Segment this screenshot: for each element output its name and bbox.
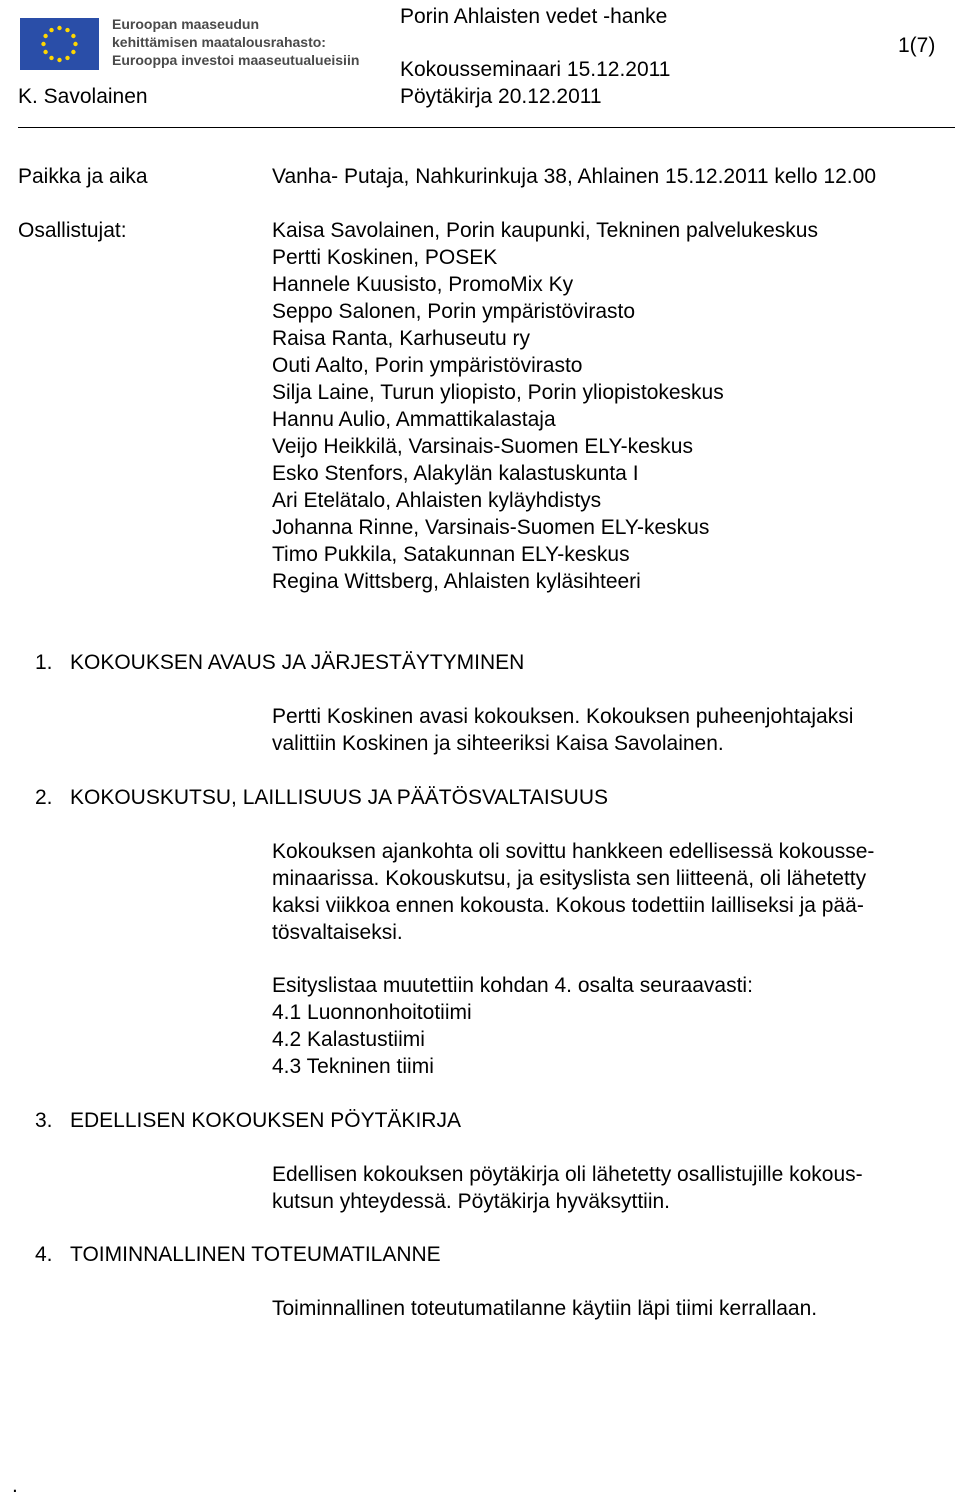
list-item: 4.2 Kalastustiimi	[272, 1028, 425, 1051]
participant: Kaisa Savolainen, Porin kaupunki, Tekninen palvelukeskus	[272, 219, 818, 242]
participant: Seppo Salonen, Porin ympäristövirasto	[272, 300, 636, 323]
participant: Silja Laine, Turun yliopisto, Porin yliopistokeskus	[272, 381, 724, 404]
logo-line: Eurooppa investoi maaseutualueisiin	[112, 52, 360, 68]
project-title: Porin Ahlaisten vedet -hanke	[400, 5, 668, 28]
author: K. Savolainen	[18, 85, 148, 108]
participant: Pertti Koskinen, POSEK	[272, 246, 498, 269]
section-number: 4.	[35, 1243, 53, 1266]
participant: Esko Stenfors, Alakylän kalastuskunta I	[272, 462, 639, 485]
body-line: tösvaltaiseksi.	[272, 921, 403, 944]
list-intro: Esityslistaa muutettiin kohdan 4. osalta seuraavasti:	[272, 974, 753, 997]
footer-mark: .	[12, 1474, 18, 1497]
page-number: 1(7)	[898, 34, 936, 57]
participant: Ari Etelätalo, Ahlaisten kyläyhdistys	[272, 489, 602, 512]
body-line: valittiin Koskinen ja sihteeriksi Kaisa Savolainen.	[272, 732, 724, 755]
logo-line: Euroopan maaseudun	[112, 16, 260, 32]
section-title: KOKOUKSEN AVAUS JA JÄRJESTÄYTYMINEN	[70, 651, 525, 674]
header-divider	[18, 127, 955, 128]
body-line: minaarissa. Kokouskutsu, ja esityslista sen liitteenä, oli lähetetty	[272, 867, 867, 890]
body-line: Kokouksen ajankohta oli sovittu hankkeen edellisessä kokousse-	[272, 840, 875, 863]
list-item: 4.3 Tekninen tiimi	[272, 1055, 434, 1078]
participant: Hannele Kuusisto, PromoMix Ky	[272, 273, 574, 296]
section-title: TOIMINNALLINEN TOTEUMATILANNE	[70, 1243, 441, 1266]
participants-list	[272, 217, 818, 595]
section-body	[272, 838, 957, 946]
participant: Johanna Rinne, Varsinais-Suomen ELY-keskus	[272, 516, 710, 539]
eu-flag-logo	[20, 18, 99, 70]
participant: Raisa Ranta, Karhuseutu ry	[272, 327, 530, 350]
agenda-change-list	[272, 972, 753, 1080]
place-label: Paikka ja aika	[18, 165, 148, 188]
section-number: 1.	[35, 651, 53, 674]
body-line: Edellisen kokouksen pöytäkirja oli lähetetty osallistujille kokous-	[272, 1163, 863, 1186]
section-title: EDELLISEN KOKOUKSEN PÖYTÄKIRJA	[70, 1109, 461, 1132]
participant: Regina Wittsberg, Ahlaisten kyläsihteeri	[272, 570, 641, 593]
body-line: Toiminnallinen toteutumatilanne käytiin läpi tiimi kerrallaan.	[272, 1297, 818, 1320]
body-line: kutsun yhteydessä. Pöytäkirja hyväksyttiin.	[272, 1190, 671, 1213]
logo-line: kehittämisen maatalousrahasto:	[112, 34, 326, 50]
participant: Timo Pukkila, Satakunnan ELY-keskus	[272, 543, 630, 566]
seminar-date: Kokousseminaari 15.12.2011	[400, 58, 671, 81]
participants-label: Osallistujat:	[18, 219, 127, 242]
section-body	[272, 703, 957, 757]
section-title: KOKOUSKUTSU, LAILLISUUS JA PÄÄTÖSVALTAISUUS	[70, 786, 608, 809]
minutes-date: Pöytäkirja 20.12.2011	[400, 85, 602, 108]
section-body	[272, 1295, 817, 1322]
section-number: 3.	[35, 1109, 53, 1132]
place-value: Vanha- Putaja, Nahkurinkuja 38, Ahlainen 15.12.2011 kello 12.00	[272, 165, 876, 188]
logo-text	[112, 16, 359, 70]
section-number: 2.	[35, 786, 53, 809]
body-line: Pertti Koskinen avasi kokouksen. Kokouksen puheenjohtajaksi	[272, 705, 854, 728]
participant: Outi Aalto, Porin ympäristövirasto	[272, 354, 583, 377]
participant: Veijo Heikkilä, Varsinais-Suomen ELY-keskus	[272, 435, 693, 458]
body-line: kaksi viikkoa ennen kokousta. Kokous todettiin lailliseksi ja pää-	[272, 894, 864, 917]
section-body	[272, 1161, 957, 1215]
participant: Hannu Aulio, Ammattikalastaja	[272, 408, 556, 431]
list-item: 4.1 Luonnonhoitotiimi	[272, 1001, 472, 1024]
